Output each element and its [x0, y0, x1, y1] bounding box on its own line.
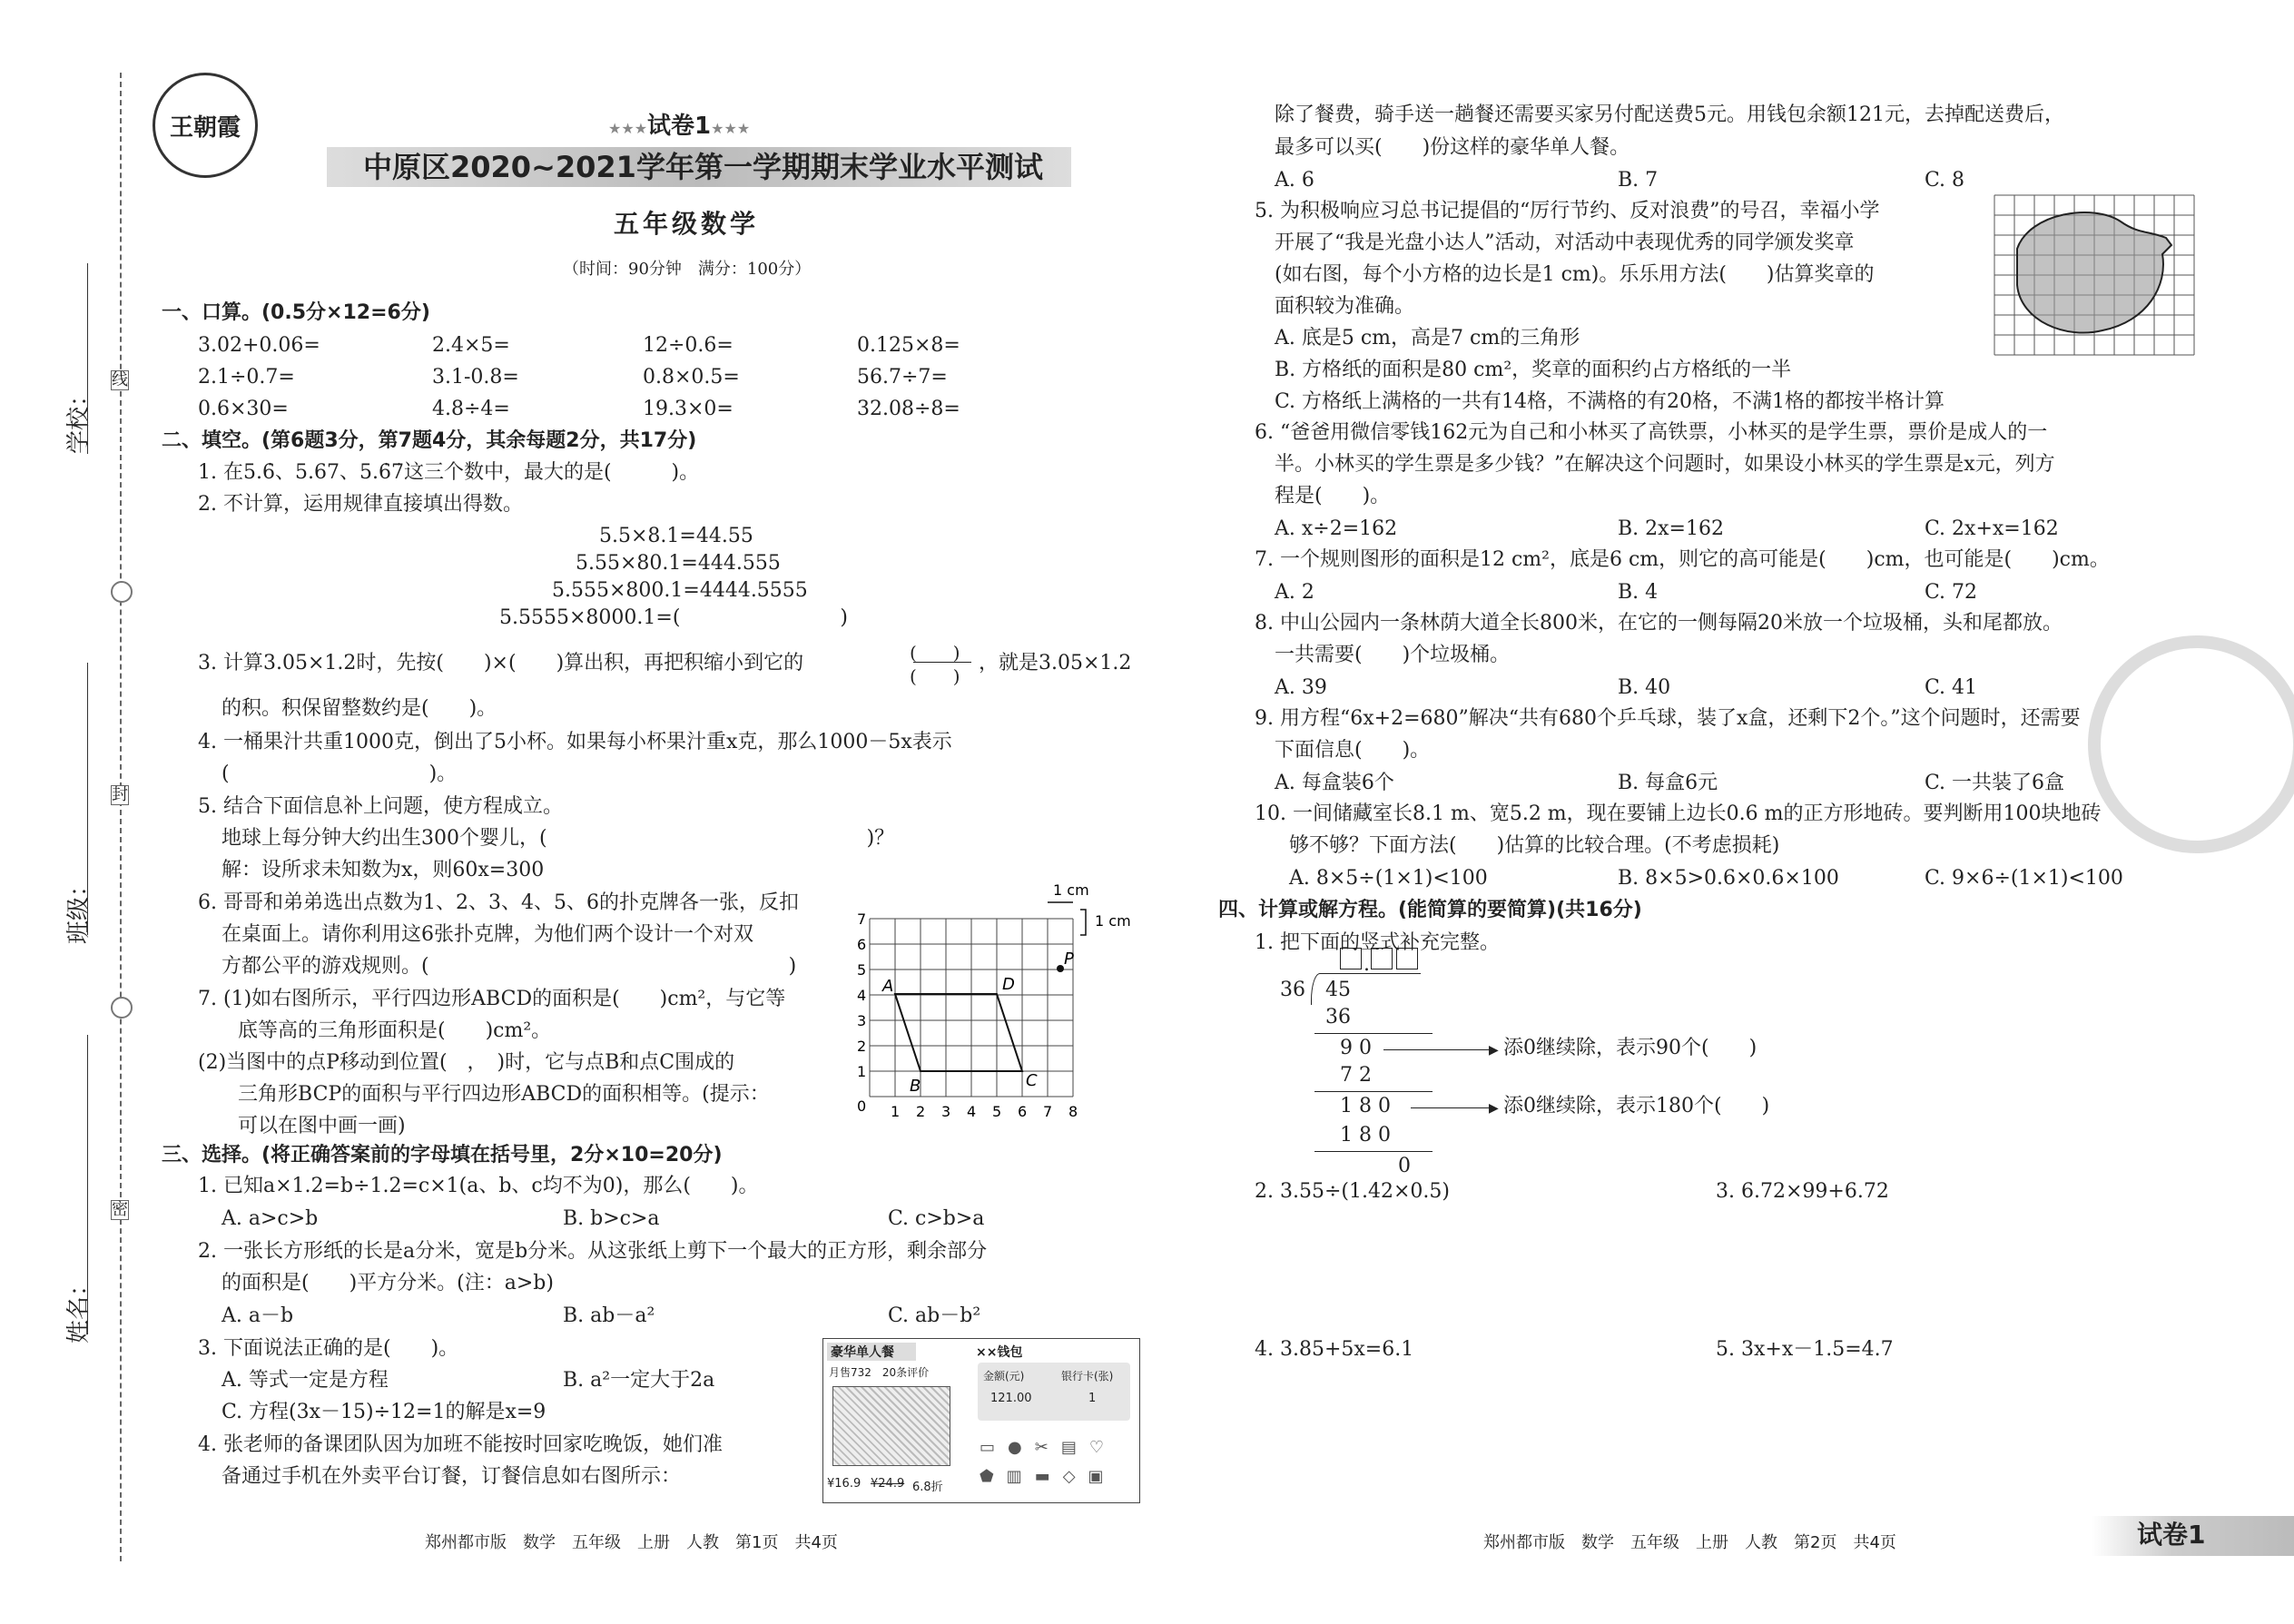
r-q10b: 够不够？下面方法( )估算的比较合理。(不考虑损耗) [1289, 834, 1780, 857]
r-q8a: 8. 中山公园内一条林荫大道全长800米，在它的一侧每隔20米放一个垃圾桶，头和尾都放。 [1255, 612, 2063, 635]
corner-label: 试卷1 [2137, 1520, 2206, 1550]
r-q4c: 除了餐费，骑手送一趟餐还需要买家另付配送费5元。用钱包余额121元，去掉配送费后， [1275, 103, 2064, 126]
scissors-icon: ✂ [1034, 1438, 1061, 1457]
s2-q4b: ( )。 [222, 763, 458, 785]
s4-title: 四、计算或解方程。(能简算的要简算)(共16分) [1218, 899, 1642, 921]
s4-q4: 4. 3.85+5x=6.1 [1255, 1338, 1414, 1361]
brand-logo-text: 王朝霞 [169, 113, 241, 142]
s3-q1-opt: C. c>b>a [888, 1207, 985, 1230]
s3-q4a: 4. 张老师的备课团队因为加班不能按时回家吃晚饭，她们准 [198, 1433, 723, 1456]
s3-q1-opt: A. a>c>b [222, 1207, 319, 1230]
s2-q7a: 7. (1)如右图所示，平行四边形ABCD的面积是( )cm²，与它等 [198, 988, 786, 1010]
wallet-icons [980, 1433, 1132, 1491]
s3-q3-opt: B. a²一定大于2a [563, 1369, 715, 1392]
binding-line [120, 73, 122, 1561]
calc-item: 3.02+0.06= [198, 334, 320, 357]
line-mark: 线 [112, 370, 128, 389]
r-q8-opt: C. 41 [1925, 676, 1978, 699]
school-label: 学校： [65, 382, 93, 454]
point-p [1057, 965, 1064, 972]
div-note-2: 添0继续除，表示180个( ) [1503, 1095, 1770, 1117]
s2-q7b: 底等高的三角形面积是( )cm²。 [238, 1019, 552, 1042]
x-tick-label: 4 [967, 1103, 977, 1120]
meal-discount: 6.8折 [912, 1481, 943, 1494]
s2-q2-line: 5.5555×8000.1=( ) [499, 606, 848, 629]
r-q8-opt: A. 39 [1275, 676, 1327, 699]
shop-icon: ▭ [980, 1438, 1009, 1457]
y-tick-label: 7 [857, 910, 867, 928]
seal-mark: 封 [112, 785, 128, 804]
r-q7-opt: B. 4 [1618, 581, 1659, 604]
wallet-col-cards: 银行卡(张) [1061, 1370, 1114, 1383]
r-q4-opt: A. 6 [1275, 169, 1314, 192]
binding-hole-icon [111, 581, 133, 603]
y-tick-label: 1 [857, 1063, 867, 1080]
r-q10-opt: C. 9×6÷(1×1)<100 [1925, 867, 2123, 890]
r-q5-opt: B. 方格纸的面积是80 cm²，奖章的面积约占方格纸的一半 [1275, 359, 1792, 381]
s2-q7e: 可以在图中画一画) [238, 1115, 406, 1137]
div-rule [1314, 1151, 1433, 1152]
calc-item: 4.8÷4= [432, 398, 510, 420]
s3-q3-opt: C. 方程(3x－15)÷12=1的解是x=9 [222, 1401, 546, 1423]
r-q6a: 6. “爸爸用微信零钱162元为自己和小林买了高铁票，小林买的是学生票，票价是成人的一 [1255, 421, 2048, 444]
x-tick-label: 1 [891, 1103, 901, 1120]
meal-price-old: ¥24.9 [871, 1477, 905, 1491]
y-tick-label: 2 [857, 1038, 867, 1055]
s3-q1: 1. 已知a×1.2=b÷1.2=c×1(a、b、c均不为0)，那么( )。 [198, 1175, 759, 1197]
coupon-icon: ▥ [1006, 1467, 1035, 1486]
meal-price-now: ¥16.9 [827, 1477, 861, 1491]
arrow-head-icon: ▶ [1489, 1043, 1499, 1058]
s2-q2: 2. 不计算，运用规律直接填出得数。 [198, 493, 523, 516]
calc-item: 2.4×5= [432, 334, 510, 357]
calc-item: 2.1÷0.7= [198, 366, 295, 389]
calc-item: 0.8×0.5= [643, 366, 740, 389]
s3-q3-opt: A. 等式一定是方程 [222, 1369, 389, 1392]
div-row: 7 2 [1340, 1064, 1372, 1087]
calc-item: 32.08÷8= [857, 398, 960, 420]
r-q6-opt: B. 2x=162 [1618, 517, 1724, 540]
r-q9-opt: B. 每盒6元 [1618, 772, 1718, 794]
r-q6b: 半。小林买的学生票是多少钱？”在解决这个问题时，如果设小林买的学生票是x元，列方 [1275, 453, 2055, 476]
r-q5d: 面积较为准确。 [1275, 295, 1415, 318]
exam-label: ★★★试卷1★★★ [608, 113, 751, 140]
name-line [87, 1035, 88, 1334]
time-info: （时间：90分钟 满分：100分） [563, 260, 812, 279]
doc-icon: ▤ [1060, 1438, 1089, 1457]
coordinate-grid [857, 881, 1147, 1126]
meal-image [832, 1386, 950, 1466]
y-tick-label: 3 [857, 1012, 867, 1029]
r-q7-opt: C. 72 [1925, 581, 1978, 604]
calc-item: 56.7÷7= [857, 366, 948, 389]
s2-q3c: 的积。积保留整数约是( )。 [222, 697, 497, 720]
x-tick-label: 2 [916, 1103, 926, 1120]
decimal-point: . [1364, 953, 1370, 976]
r-q5-opt: A. 底是5 cm，高是7 cm的三角形 [1275, 327, 1580, 349]
arrow-line [1383, 1049, 1492, 1050]
coin-icon: ● [1008, 1438, 1035, 1457]
s2-q3b: ，就是3.05×1.2 [979, 652, 1132, 674]
x-tick-label: 5 [992, 1103, 1002, 1120]
s3-title: 三、选择。(将正确答案前的字母填在括号里，2分×10=20分) [162, 1144, 723, 1166]
x-tick-label: 3 [941, 1103, 951, 1120]
r-q8b: 一共需要( )个垃圾桶。 [1275, 644, 1511, 666]
heart-icon: ♡ [1088, 1438, 1117, 1457]
div-note-1: 添0继续除，表示90个( ) [1503, 1037, 1757, 1059]
shield-icon: ⬟ [980, 1467, 1007, 1486]
s3-q2-opt: B. ab－a² [563, 1304, 655, 1327]
label-p: P [1064, 950, 1074, 969]
binding-hole-icon [111, 997, 133, 1019]
medal-grid-figure [1994, 194, 2195, 359]
school-line [87, 263, 88, 454]
div-row: 36 [1325, 1006, 1351, 1029]
label-c: C [1026, 1071, 1038, 1090]
x-tick-label: 8 [1068, 1103, 1078, 1120]
calc-item: 3.1-0.8= [432, 366, 519, 389]
unit-y-label: 1 cm [1095, 912, 1131, 930]
gift-icon: ▣ [1088, 1467, 1117, 1486]
secret-mark: 密 [112, 1200, 128, 1219]
divisor: 36 [1280, 979, 1305, 1001]
r-q9-opt: C. 一共装了6盒 [1925, 772, 2065, 794]
card-icon: ▬ [1034, 1467, 1063, 1486]
r-q5-opt: C. 方格纸上满格的一共有14格，不满格的有20格，不满1格的都按半格计算 [1275, 390, 1945, 413]
subject-title: 五年级数学 [614, 209, 760, 239]
x-tick-label: 6 [1018, 1103, 1028, 1120]
y-tick-label: 4 [857, 987, 867, 1004]
r-q4-opt: C. 8 [1925, 169, 1965, 192]
r-q10-opt: B. 8×5>0.6×0.6×100 [1618, 867, 1839, 890]
x-tick-label: 7 [1043, 1103, 1053, 1120]
s3-q2b: 的面积是( )平方分米。(注：a>b) [222, 1272, 554, 1294]
r-q10-opt: A. 8×5÷(1×1)<100 [1289, 867, 1488, 890]
origin-label: 0 [857, 1097, 867, 1115]
s2-q7c: (2)当图中的点P移动到位置( ， )时，它与点B和点C围成的 [198, 1051, 735, 1074]
div-row: 1 8 0 [1340, 1095, 1391, 1117]
s2-q2-line: 5.5×8.1=44.55 [599, 525, 753, 547]
wallet-amount: 121.00 [990, 1392, 1032, 1405]
r-q7-opt: A. 2 [1275, 581, 1314, 604]
calc-item: 12÷0.6= [643, 334, 733, 357]
label-d: D [1002, 975, 1015, 994]
quotient-box [1371, 948, 1393, 969]
s3-q1-opt: B. b>c>a [563, 1207, 660, 1230]
arrow-line [1411, 1107, 1492, 1108]
wallet-col-amount: 金额(元) [983, 1370, 1025, 1383]
s2-q4a: 4. 一桶果汁共重1000克，倒出了5小杯。如果每小杯果汁重x克，那么1000－5x表示 [198, 731, 952, 753]
r-q6-opt: C. 2x+x=162 [1925, 517, 2059, 540]
class-label: 班级： [65, 872, 93, 944]
wallet-cards: 1 [1088, 1392, 1097, 1405]
r-q5b: 开展了“我是光盘小达人”活动，对活动中表现优秀的同学颁发奖章 [1275, 231, 1855, 254]
s3-q4b: 备通过手机在外卖平台订餐，订餐信息如右图所示： [222, 1465, 682, 1488]
calc-item: 0.6×30= [198, 398, 289, 420]
calc-item: 19.3×0= [643, 398, 733, 420]
dividend: 45 [1325, 979, 1351, 1001]
s1-title: 一、口算。(0.5分×12=6分) [162, 301, 430, 324]
label-b: B [910, 1077, 921, 1096]
div-row: 0 [1398, 1155, 1411, 1177]
fraction-blank: ( ) ( ) [910, 635, 975, 686]
s2-q2-line: 5.555×800.1=4444.5555 [552, 579, 808, 602]
r-q4-opt: B. 7 [1618, 169, 1659, 192]
quotient-box [1396, 948, 1418, 969]
secret-seal-watermark [2088, 635, 2294, 853]
s3-q2-opt: C. ab－b² [888, 1304, 981, 1327]
r-q8-opt: B. 40 [1618, 676, 1671, 699]
y-tick-label: 5 [857, 961, 867, 979]
s4-q2: 2. 3.55÷(1.42×0.5) [1255, 1180, 1450, 1203]
y-tick-label: 6 [857, 936, 867, 953]
r-q9b: 下面信息( )。 [1275, 739, 1431, 762]
parallelogram-abcd [895, 994, 1022, 1071]
s2-q1: 1. 在5.6̇、5.67、5.6̇7̇这三个数中，最大的是( )。 [198, 461, 700, 484]
r-q6-opt: A. x÷2=162 [1275, 517, 1398, 540]
r-q5a: 5. 为积极响应习总书记提倡的“厉行节约、反对浪费”的号召，幸福小学 [1255, 200, 1880, 222]
s3-q3: 3. 下面说法正确的是( )。 [198, 1337, 459, 1360]
meal-sales: 月售732 20条评价 [829, 1366, 930, 1379]
div-rule [1314, 1091, 1433, 1092]
name-label: 姓名： [65, 1272, 93, 1343]
right-footer: 郑州都市版 数学 五年级 上册 人教 第2页 共4页 [1483, 1533, 1896, 1552]
meal-name: 豪华单人餐 [827, 1343, 916, 1361]
s2-q5c: 解：设所求未知数为x，则60x=300 [222, 859, 545, 881]
left-footer: 郑州都市版 数学 五年级 上册 人教 第1页 共4页 [425, 1533, 838, 1552]
s2-q7d: 三角形BCP的面积与平行四边形ABCD的面积相等。(提示： [238, 1083, 770, 1106]
s4-q1: 1. 把下面的竖式补充完整。 [1255, 931, 1500, 954]
calc-item: 0.125×8= [857, 334, 960, 357]
quotient-box [1340, 948, 1362, 969]
s2-title: 二、填空。(第6题3分，第7题4分，其余每题2分，共17分) [162, 429, 697, 452]
meal-order-figure [822, 1338, 1140, 1503]
r-q9-opt: A. 每盒装6个 [1275, 772, 1394, 794]
r-q10a: 10. 一间储藏室长8.1 m、宽5.2 m，现在要铺上边长0.6 m的正方形地砖。要判断用100块地砖 [1255, 802, 2102, 825]
s3-q2a: 2. 一张长方形纸的长是a分米，宽是b分米。从这张纸上剪下一个最大的正方形，剩余部分 [198, 1240, 988, 1263]
class-line [87, 663, 88, 935]
s4-q5: 5. 3x+x－1.5=4.7 [1716, 1338, 1894, 1361]
s4-q3: 3. 6.72×99+6.72 [1716, 1180, 1889, 1203]
r-q6c: 程是( )。 [1275, 485, 1391, 507]
r-q4d: 最多可以买( )份这样的豪华单人餐。 [1275, 136, 1630, 159]
s2-q6a: 6. 哥哥和弟弟选出点数为1、2、3、4、5、6的扑克牌各一张，反扣 [198, 891, 799, 914]
div-row: 9 0 [1340, 1037, 1372, 1059]
s2-q5a: 5. 结合下面信息补上问题，使方程成立。 [198, 795, 563, 818]
s2-q2-line: 5.55×80.1=444.555 [576, 552, 781, 575]
s2-q6b: 在桌面上。请你利用这6张扑克牌，为他们两个设计一个对双 [222, 923, 753, 946]
r-q5c: (如右图，每个小方格的边长是1 cm)。乐乐用方法( )估算奖章的 [1275, 263, 1875, 286]
s2-q5b: 地球上每分钟大约出生300个婴儿，( )？ [222, 827, 895, 850]
wallet-title: ××钱包 [976, 1345, 1023, 1360]
r-q7: 7. 一个规则图形的面积是12 cm²，底是6 cm，则它的高可能是( )cm，也可能是( )cm。 [1255, 548, 2110, 571]
long-division [1275, 944, 1928, 1180]
div-row: 1 8 0 [1340, 1124, 1391, 1147]
brand-logo [153, 73, 258, 178]
exam-title: 中原区2020~2021学年第一学期期末学业水平测试 [363, 150, 1043, 184]
r-q9a: 9. 用方程“6x+2=680”解决“共有680个乒乓球，装了x盒，还剩下2个。”这个问题时，还需要 [1255, 707, 2081, 730]
gem-icon: ◇ [1062, 1467, 1088, 1486]
s2-q6c: 方都公平的游戏规则。( ) [222, 955, 797, 978]
s2-q3a: 3. 计算3.05×1.2时，先按( )×( )算出积，再把积缩小到它的 [198, 652, 804, 674]
div-rule [1314, 1033, 1433, 1034]
unit-x-label: 1 cm [1053, 881, 1089, 899]
arrow-head-icon: ▶ [1489, 1101, 1499, 1116]
s3-q2-opt: A. a－b [222, 1304, 294, 1327]
label-a: A [882, 977, 894, 996]
